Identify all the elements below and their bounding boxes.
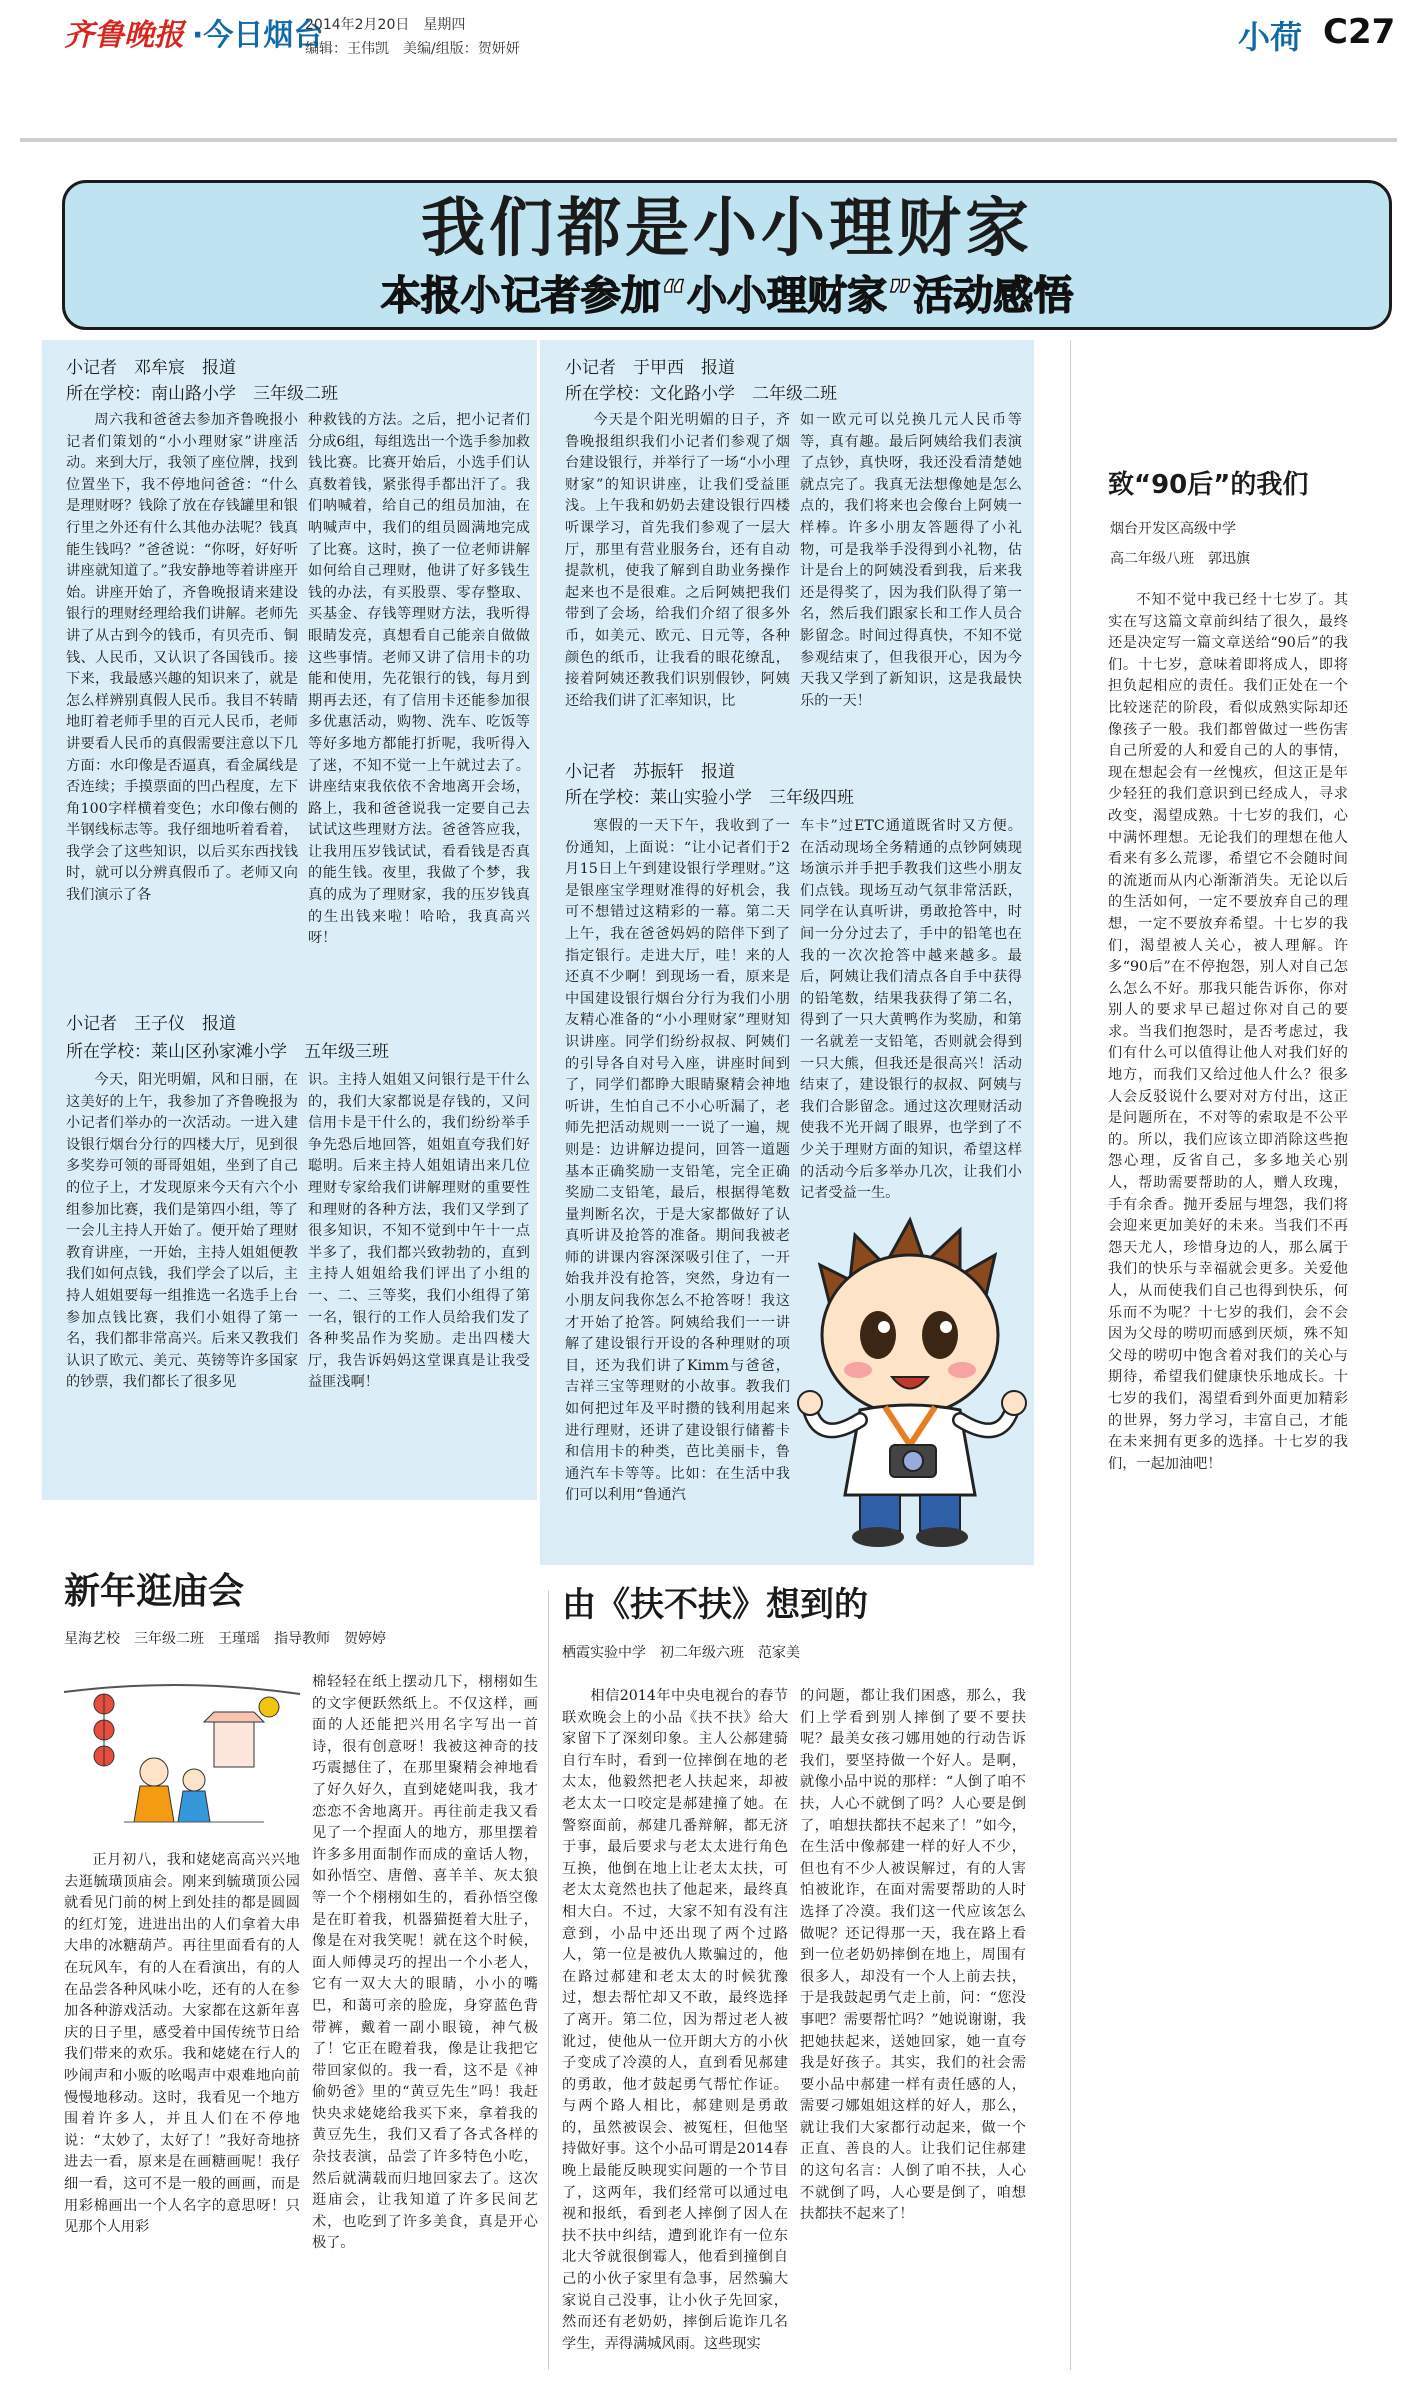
a3-text-col2 [800, 410, 1022, 760]
page-number: C27 [1323, 12, 1396, 52]
a1-school: 所在学校：南山路小学 三年级二班 [66, 384, 338, 404]
a4-body-1: 寒假的一天下午，我收到了一份通知，上面说：“让小记者们于2月15日上午到建设银行学理财。”这是银座宝学理财准得的好机会，我可不想错过这精彩的一幕。第二天上午，我在爸爸妈妈的陪伴下到了指定银行。走进大厅，哇！来的人还真不少啊！到现场一看，原来是中国建设银行烟台分行为我们小朋友精心准备的“小小理财家”理财知识讲座。同学们纷纷叔叔、阿姨们的引导各自对号入座，讲座时间到了，同学们都睁大眼睛聚精会神地听讲，生怕自己不小心听漏了，老师先把活动规则一一说了一遍，规则是：边讲解边提问，回答一道题基本正确奖励一支铅笔，完全正确奖励二支铅笔，最后，根据得笔数量判断名次，于是大家都做好了认真听讲及抢答的准备。期间我被老师的讲课内容深深吸引住了，一开始我并没有抢答，突然，身边有一小朋友问我你怎么不抢答呀！我这才开始了抢答。阿姨给我们一一讲解了建设银行开设的各种理财的项目，还为我们讲了Kimm与爸爸，吉祥三宝等理财的小故事。教我们如何把过年及平时攒的钱利用起来进行理财，还讲了建设银行储蓄卡和信用卡的种类，芭比美丽卡，鲁通汽车卡等等。比如：在生活中我们可以利用“鲁通汽 [565, 818, 790, 1504]
a2-school: 所在学校：莱山区孙家滩小学 五年级三班 [66, 1042, 389, 1062]
a3-reporter: 小记者 于甲西 报道 [565, 358, 735, 378]
pagoda-icon [204, 1712, 264, 1722]
editors: 编辑：王伟凯 美编/组版：贺妍妍 [305, 41, 520, 57]
column-divider [1070, 340, 1071, 2370]
temple-byline: 星海艺校 三年级二班 王瑾瑶 指导教师 贺婷婷 [64, 1631, 386, 1647]
mascot-eye-left [860, 1311, 896, 1359]
column-divider [548, 1590, 549, 2370]
masthead-divider [20, 138, 1397, 142]
a4-text-col2 [800, 816, 1022, 1202]
temple-body-1: 正月初八，我和姥姥高高兴兴地去逛毓璜顶庙会。刚来到毓璜顶公园就看见门前的树上到处挂的都是圆圆的红灯笼，进进出出的人们拿着大串大串的冰糖葫芦。再往里面看有的人在玩风车，有的人在看演出，有的人在品尝各种风味小吃，还有的人在参加各种游戏活动。大家都在这新年喜庆的日子里，感受着中国传统节日给我们带来的欢乐。我和姥姥在行人的吵闹声和小贩的吆喝声中艰难地向前慢慢地移动。这时，我看见一个地方围着许多人，并且人们在不停地说：“太妙了，太好了！”我好奇地挤进去一看，原来是在画糖画呢！我仔细一看，这可不是一般的画画，而是用彩棉画出一个人名字的意思呀！只见那个人用彩 [64, 1852, 300, 2236]
a3-school: 所在学校：文化路小学 二年级二班 [565, 384, 837, 404]
fubufu-text-col2 [800, 1686, 1026, 2376]
mascot-face [822, 1255, 998, 1415]
a3-body-1: 今天是个阳光明媚的日子，齐鲁晚报组织我们小记者们参观了烟台建设银行，并举行了一场“小小理财家”的知识讲座，让我们受益匪浅。上午我和奶奶去建设银行四楼听课学习，首先我们参观了一层大厅，那里有营业服务台，还有自动提款机，使我了解到自助业务操作起来也不是很难。之后阿姨把我们带到了会场，给我们介绍了很多外币，如美元、欧元、日元等，各种颜色的纸币，让我看的眼花缭乱，接着阿姨还教我们识别假钞，阿姨还给我们讲了汇率知识，比 [565, 412, 790, 709]
feature-banner [62, 180, 1392, 330]
a1-body-2: 种救钱的方法。之后，把小记者们分成6组，每组选出一个选手参加救钱比赛。比赛开始后，小选手们认真数着钱，紧张得手都出汗了。我们呐喊着，给自己的组员加油，在呐喊声中，我们的组员圆满地完成了比赛。这时，换了一位老师讲解如何给自己理财，他讲了好多钱生钱的办法，有买股票、零存整取、买基金、存钱等理财方法，我听得眼睛发亮，真想看自己能亲自做做这些事情。老师又讲了信用卡的功能和使用，先花银行的钱，每月到期再去还，有了信用卡还能参加很多优惠活动，购物、洗车、吃饭等等好多地方都能打折呢，我听得入了迷，不知不觉一上午就过去了。讲座结束我依依不舍地离开会场，路上，我和爸爸说我一定要自己去试试这些理财方法。爸爸答应我，让我用压岁钱试试，看看钱是否真的能生钱。夜里，我做了个梦，我真的成为了理财家，我的压岁钱真的生出钱来啦！哈哈，我真高兴呀！ [308, 412, 530, 947]
issue-date: 2014年2月20日 星期四 [305, 17, 466, 33]
fubufu-body-1: 相信2014年中央电视台的春节联欢晚会上的小品《扶不扶》给大家留下了深刻印象。主人公郝建骑自行车时，看到一位摔倒在地的老太太，他毅然把老人扶起来，却被老太太一口咬定是郝建撞了她。在警察面前，郝建几番辩解，都无济于事，最后要求与老太太进行角色互换，他倒在地上让老太太扶，可老太太竟然也扶了他起来，最终真相大白。不过，大家不知有没有注意到，小品中还出现了两个过路人，第一位是被仇人欺骗过的，他在路过郝建和老太太的时候犹豫过，想去帮忙却又不敢，最终选择了离开。第二位，因为帮过老人被讹过，使他从一位开朗大方的小伙子变成了冷漠的人，直到看见郝建的勇敢，他才鼓起勇气帮忙作证。与两个路人相比，郝建则是勇敢的，虽然被误会、被冤枉，但他坚持做好事。这个小品可谓是2014春晚上最能反映现实问题的一个节目了，这两年，我们经常可以通过电视和报纸，看到老人摔倒了因人在扶不扶中纠结，遭到讹诈有一位东北大爷就很倒霉人，他看到撞倒自己的小伙子家里有急事，居然骗大家说自己没事，让小伙子先回家，然而还有老奶奶，摔倒后诡诈几名学生，弄得满城风雨。这些现实 [562, 1688, 788, 2352]
a3-text-col1 [565, 410, 790, 760]
fubufu-body-2: 的问题，都让我们困惑，那么，我们上学看到别人摔倒了要不要扶呢？最美女孩刁娜用她的行动告诉我们，要坚持做一个好人。是啊，就像小品中说的那样：“人倒了咱不扶，人心不就倒了吗？人心要是倒了，咱想扶都扶不起来了！”如今，在生活中像郝建一样的好人不少，但也有不少人被误解过，有的人害怕被讹诈，在面对需要帮助的人时选择了冷漠。我们这一代应该怎么做呢？还记得那一天，我在路上看到一位老奶奶摔倒在地上，周围有很多人，却没有一个人上前去扶，于是我鼓起勇气走上前，问：“您没事吧？需要帮忙吗？”她说谢谢，我把她扶起来，送她回家，她一直夸我是好孩子。其实，我们的社会需要小品中郝建一样有责任感的人，需要刁娜姐姐这样的好人，那么，就让我们大家都行动起来，做一个正直、善良的人。让我们记住郝建的这句名言：人倒了咱不扶，人心不就倒了吗，人心要是倒了，咱想扶都扶不起来了！ [800, 1688, 1026, 2223]
a2-text-col1 [66, 1070, 298, 1470]
a1-text-col1 [66, 410, 298, 1050]
a2-reporter: 小记者 王子仪 报道 [66, 1014, 236, 1034]
zhi90-title: 致“90后”的我们 [1108, 470, 1309, 500]
feature-subtitle: 本报小记者参加“小小理财家”活动感悟 [380, 273, 1074, 319]
column-name: 小荷 [1238, 18, 1303, 56]
temple-title: 新年逛庙会 [64, 1571, 245, 1612]
zhi90-body: 不知不觉中我已经十七岁了。其实在写这篇文章前纠结了很久，最终还是决定写一篇文章送给“90后”的我们。十七岁，意味着即将成人，即将担负起相应的责任。我们正处在一个比较迷茫的阶段，看似成熟实际却还像孩子一般。我们都曾做过一些伤害自己所爱的人和爱自己的人的事情，现在想起会有一丝愧疚，但这正是年少轻狂的我们意识到已经成人，寻求改变，渴望成熟。十七岁的我们，心中满怀理想。无论我们的理想在他人看来有多么荒谬，希望它不会随时间的流逝而从内心渐渐消失。无论以后的生活如何，一定不要放弃自己的理想，一定不要放弃希望。十七岁的我们，渴望被人关心，被人理解。许多“90后”在不停抱怨，别人对自己怎么怎么不好。那我只能告诉你，你对别人的要求早已超过你对自己的要求。当我们抱怨时，是否考虑过，我们有什么可以值得让他人对我们好的地方，而我们又给过他人什么？很多人会反驳说什么要对对方付出，这正是问题所在，不对等的索取是不公平的。所以，我们应该立即消除这些抱怨心理，反省自己，多多地关心别人，帮助需要帮助的人，赠人玫瑰，手有余香。抛开委屈与埋怨，我们将会迎来更加美好的未来。当我们不再怨天尤人，珍惜身边的人，那么属于我们的快乐与幸福就会更多。关爱他人，从而使我们自己也得到快乐，何乐而不为呢？十七岁的我们，会不会因为父母的唠叨而感到厌烦，殊不知父母的唠叨中饱含着对我们的关心与期待，希望我们健康快乐地成长。十七岁的我们，渴望看到外面更加精彩的世界，努力学习，丰富自己，才能在未来拥有更多的选择。十七岁的我们，一起加油吧！ [1108, 592, 1348, 1472]
zhi90-author: 高二年级八班 郭迅旗 [1110, 551, 1250, 567]
section-name: ·今日烟台 [192, 18, 324, 53]
a1-body-1: 周六我和爸爸去参加齐鲁晚报小记者们策划的“小小理财家”讲座活动。来到大厅，我领了座位牌，找到位置坐下，我不停地问爸爸：“什么是理财呀？钱除了放在存钱罐里和银行里之外还有什么其他办法呢？钱真能生钱吗？”爸爸说：“你呀，好好听讲座就知道了。”我安静地等着讲座开始。讲座开始了，齐鲁晚报请来建设银行的理财经理给我们讲解。老师先讲了从古到今的钱币，有贝壳币、铜钱、人民币，又认识了各国钱币。接下来，我最感兴趣的知识来了，就是怎么样辨别真假人民币。我目不转睛地盯着老师手里的百元人民币，老师讲要看人民币的真假需要注意以下几方面：水印像是否逼真，看金属线是否连续；手摸票面的凹凸程度，左下角100字样横着变色；水印像右侧的半钢线标志等。我仔细地听着看着，我学会了这些知识，以后买东西找钱时，就可以分辨真假币了。老师又向我们演示了各 [66, 412, 298, 904]
a1-reporter: 小记者 邓牟宸 报道 [66, 358, 236, 378]
masthead [0, 0, 1417, 72]
a3-body-2: 如一欧元可以兑换几元人民币等等，真有趣。最后阿姨给我们表演了点钞，真快呀，我还没看清楚她就点完了。我真无法想像她是怎么点的，我们将来也会像台上阿姨一样棒。许多小朋友答题得了小礼物，可是我举手没得到小礼物，估计是台上的阿姨没看到我，后来我还是得奖了，因为我们队得了第一名，然后我们跟家长和工作人员合影留念。时间过得真快，不知不觉参观结束了，但我很开心，因为今天我又学到了新知识，这是我最快乐的一天！ [800, 412, 1022, 709]
temple-text-col1 [64, 1850, 300, 2370]
a2-body-2: 识。主持人姐姐又问银行是干什么的，我们大家都说是存钱的，又问信用卡是干什么的，我们纷纷举手争先恐后地回答，姐姐直夸我们好聪明。后来主持人姐姐请出来几位理财专家给我们讲解理财的重要性和理财的各种方法，我们又学到了很多知识，不知不觉到中午十一点半多了，我们都兴致勃勃的，直到主持人姐姐给我们评出了小组的一、二、三等奖，我们小组得了第一名，银行的工作人员给我们发了各种奖品作为奖励。走出四楼大厅，我告诉妈妈这堂课真是让我受益匪浅啊！ [308, 1072, 530, 1391]
fubufu-byline: 栖霞实验中学 初二年级六班 范家美 [562, 1645, 800, 1661]
mascot-illustration [790, 1195, 1040, 1555]
zhi90-school: 烟台开发区高级中学 [1110, 521, 1236, 537]
feature-title: 我们都是小小理财家 [421, 192, 1033, 266]
temple-fair-drawing [64, 1672, 300, 1837]
fubufu-text-col1 [562, 1686, 788, 2376]
temple-body-2: 棉轻轻在纸上摆动几下，栩栩如生的文字便跃然纸上。不仅这样，画面的人还能把兴用名字写出一首诗，很有创意呀！我被这神奇的技巧震撼住了，在那里聚精会神地看了好久好久，直到姥姥叫我，我才恋恋不舍地离开。再往前走我又看见了一个捏面人的地方，那里摆着许多多用面制作而成的童话人物，如孙悟空、唐僧、喜羊羊、灰太狼等一个个栩栩如生的，看孙悟空像是在盯着我，机器猫挺着大肚子，像是在对我笑呢！就在这个时候，面人师傅灵巧的捏出一个小老人，它有一双大大的眼睛，小小的嘴巴，和蔼可亲的脸庞，身穿蓝色背带裤，戴着一副小眼镜，神气极了！它正在瞪着我，像是让我把它带回家似的。我一看，这不是《神偷奶爸》里的“黄豆先生”吗！我赶快央求姥姥给我买下来，拿着我的黄豆先生，我们又看了各式各样的杂技表演，品尝了许多特色小吃，然后就满载而归地回家去了。这次逛庙会，让我知道了许多民间艺术，也吃到了许多美食，真是开心极了。 [312, 1674, 538, 2252]
a2-text-col2 [308, 1070, 530, 1470]
a1-text-col2 [308, 410, 530, 1018]
mascot-eye-right [922, 1311, 958, 1359]
zhi90-text [1108, 590, 1348, 2370]
a4-body-2: 车卡”过ETC通道既省时又方便。在活动现场全务精通的点钞阿姨现场演示并手把手教我们这些小朋友们点钱。现场互动气氛非常活跃，同学在认真听讲，勇敢抢答中，时间一分分过去了，手中的铅笔也在我的一次次抢答中越来越多。最后，阿姨让我们清点各自手中获得的铅笔数，结果我获得了第二名，得到了一只大黄鸭作为奖励，和第一名就差一支铅笔，否则就会得到一只大熊，但我还是很高兴！活动结束了，建设银行的叔叔、阿姨与我们合影留念。通过这次理财活动使我不光开阔了眼界，也学到了不少关于理财方面的知识，希望这样的活动今后多举办几次，让我们小记者受益一生。 [800, 818, 1022, 1202]
a4-text-col1 [565, 816, 790, 1551]
paper-name: 齐鲁晚报 [64, 18, 184, 53]
a4-reporter: 小记者 苏振轩 报道 [565, 762, 735, 782]
fubufu-title: 由《扶不扶》想到的 [562, 1585, 868, 1625]
temple-text-col2 [312, 1672, 538, 2372]
a4-school: 所在学校：莱山实验小学 三年级四班 [565, 788, 854, 808]
a2-body-1: 今天，阳光明媚，风和日丽，在这美好的上午，我参加了齐鲁晚报为小记者们举办的一次活动。一进入建设银行烟台分行的四楼大厅，见到很多奖券可领的哥哥姐姐，坐到了自己的位子上，才发现原来今天有六个小组参加比赛，我们是第四小组，等了一会儿主持人开始了。便开始了理财教育讲座，一开始，主持人姐姐便教我们如何点钱，我们学会了以后，主持人姐姐要每一组推选一名选手上台参加点钱比赛，我们小姐得了第一名，我们都非常高兴。后来又教我们认识了欧元、美元、英镑等许多国家的钞票，我们都长了很多见 [66, 1072, 298, 1391]
